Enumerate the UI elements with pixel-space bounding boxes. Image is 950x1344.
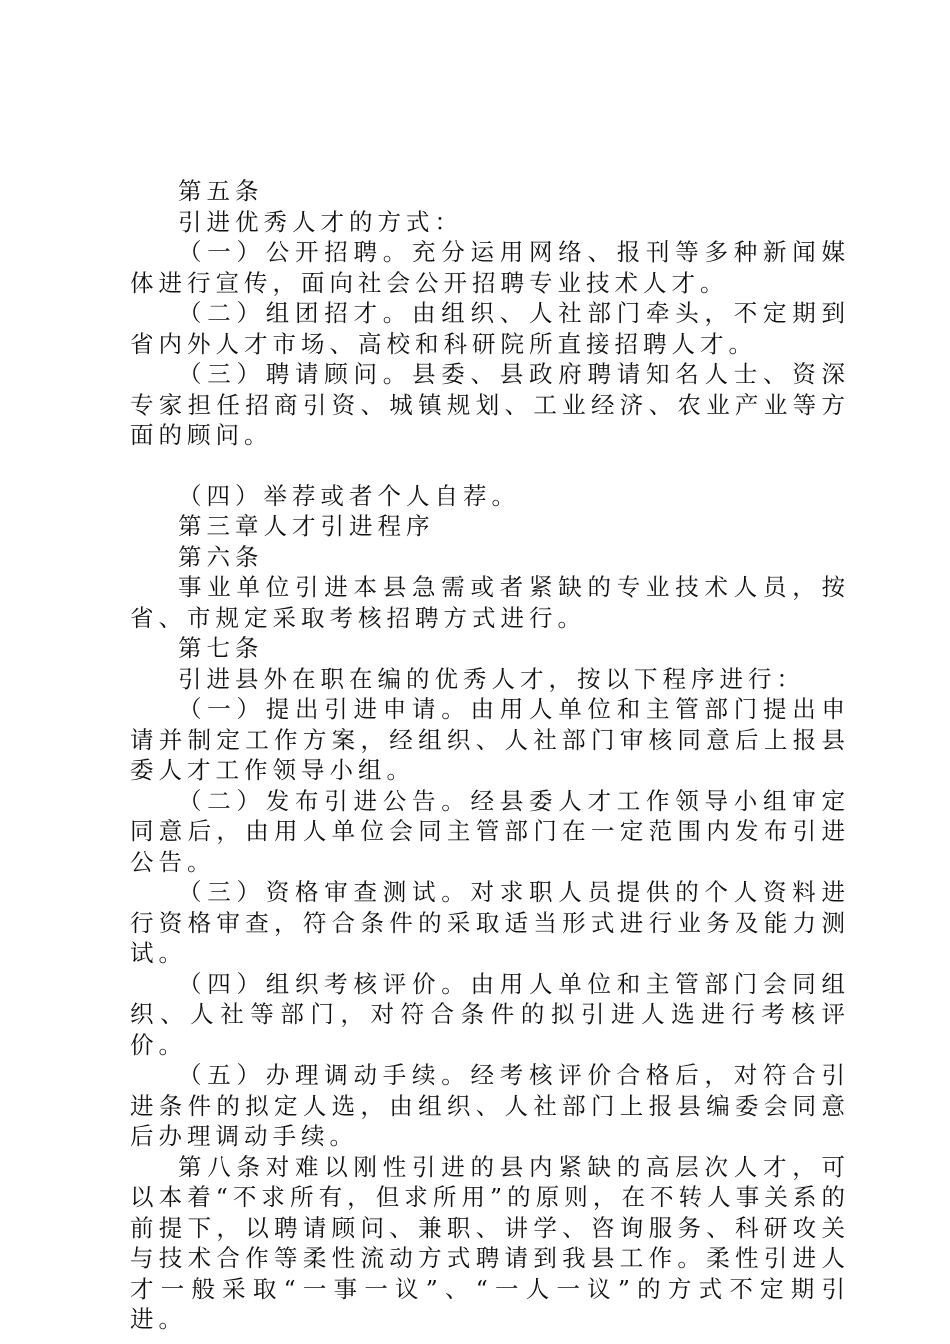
article-6-heading: 第六条 [178, 542, 264, 571]
method-4-recommendation: （四）举荐或者个人自荐。 [178, 481, 520, 510]
procedure-2-announcement: （二）发布引进公告。经县委人才工作领导小组审定同意后，由用人单位会同主管部门在一定范围内发布引进公告。 [130, 786, 850, 876]
procedure-1-application: （一）提出引进申请。由用人单位和主管部门提出申请并制定工作方案，经组织、人社部门审核同意后上报县委人才工作领导小组。 [130, 695, 850, 784]
chapter-3-heading: 第三章人才引进程序 [178, 512, 435, 540]
procedure-3-qualification: （三）资格审查测试。对求职人员提供的个人资料进行资格审查，符合条件的采取适当形式进行业务及能力测试。 [130, 878, 850, 967]
article-5-heading: 第五条 [178, 177, 264, 205]
procedure-4-assessment: （四）组织考核评价。由用人单位和主管部门会同组织、人社等部门，对符合条件的拟引进人选进行考核评价。 [130, 969, 850, 1059]
method-3-consultants: （三）聘请顾问。县委、县政府聘请知名人士、资深专家担任招商引资、城镇规划、工业经济、农业产业等方面的顾问。 [130, 360, 850, 449]
article-7-heading: 第七条 [178, 634, 264, 662]
procedure-5-transfer: （五）办理调动手续。经考核评价合格后，对符合引进条件的拟定人选，由组织、人社部门上报县编委会同意后办理调动手续。 [130, 1061, 850, 1150]
article-7-intro: 引进县外在职在编的优秀人才，按以下程序进行： [178, 664, 805, 693]
document-body [130, 176, 850, 1335]
method-2-group-recruitment: （二）组团招才。由组织、人社部门牵头，不定期到省内外人才市场、高校和科研院所直接招聘人才。 [130, 299, 850, 358]
article-6-body: 事业单位引进本县急需或者紧缺的专业技术人员，按省、市规定采取考核招聘方式进行。 [130, 573, 850, 632]
method-1-public-recruitment: （一）公开招聘。充分运用网络、报刊等多种新闻媒体进行宣传，面向社会公开招聘专业技术人才。 [130, 238, 850, 297]
talent-methods-intro: 引进优秀人才的方式： [178, 207, 463, 236]
article-8-body: 第八条对难以刚性引进的县内紧缺的高层次人才，可以本着“不求所有，但求所用”的原则，在不转人事关系的前提下，以聘请顾问、兼职、讲学、咨询服务、科研攻关与技术合作等柔性流动方式聘请到我县工作。柔性引进人才一般采取“一事一议”、“一人一议”的方式不定期引进。 [130, 1152, 850, 1333]
